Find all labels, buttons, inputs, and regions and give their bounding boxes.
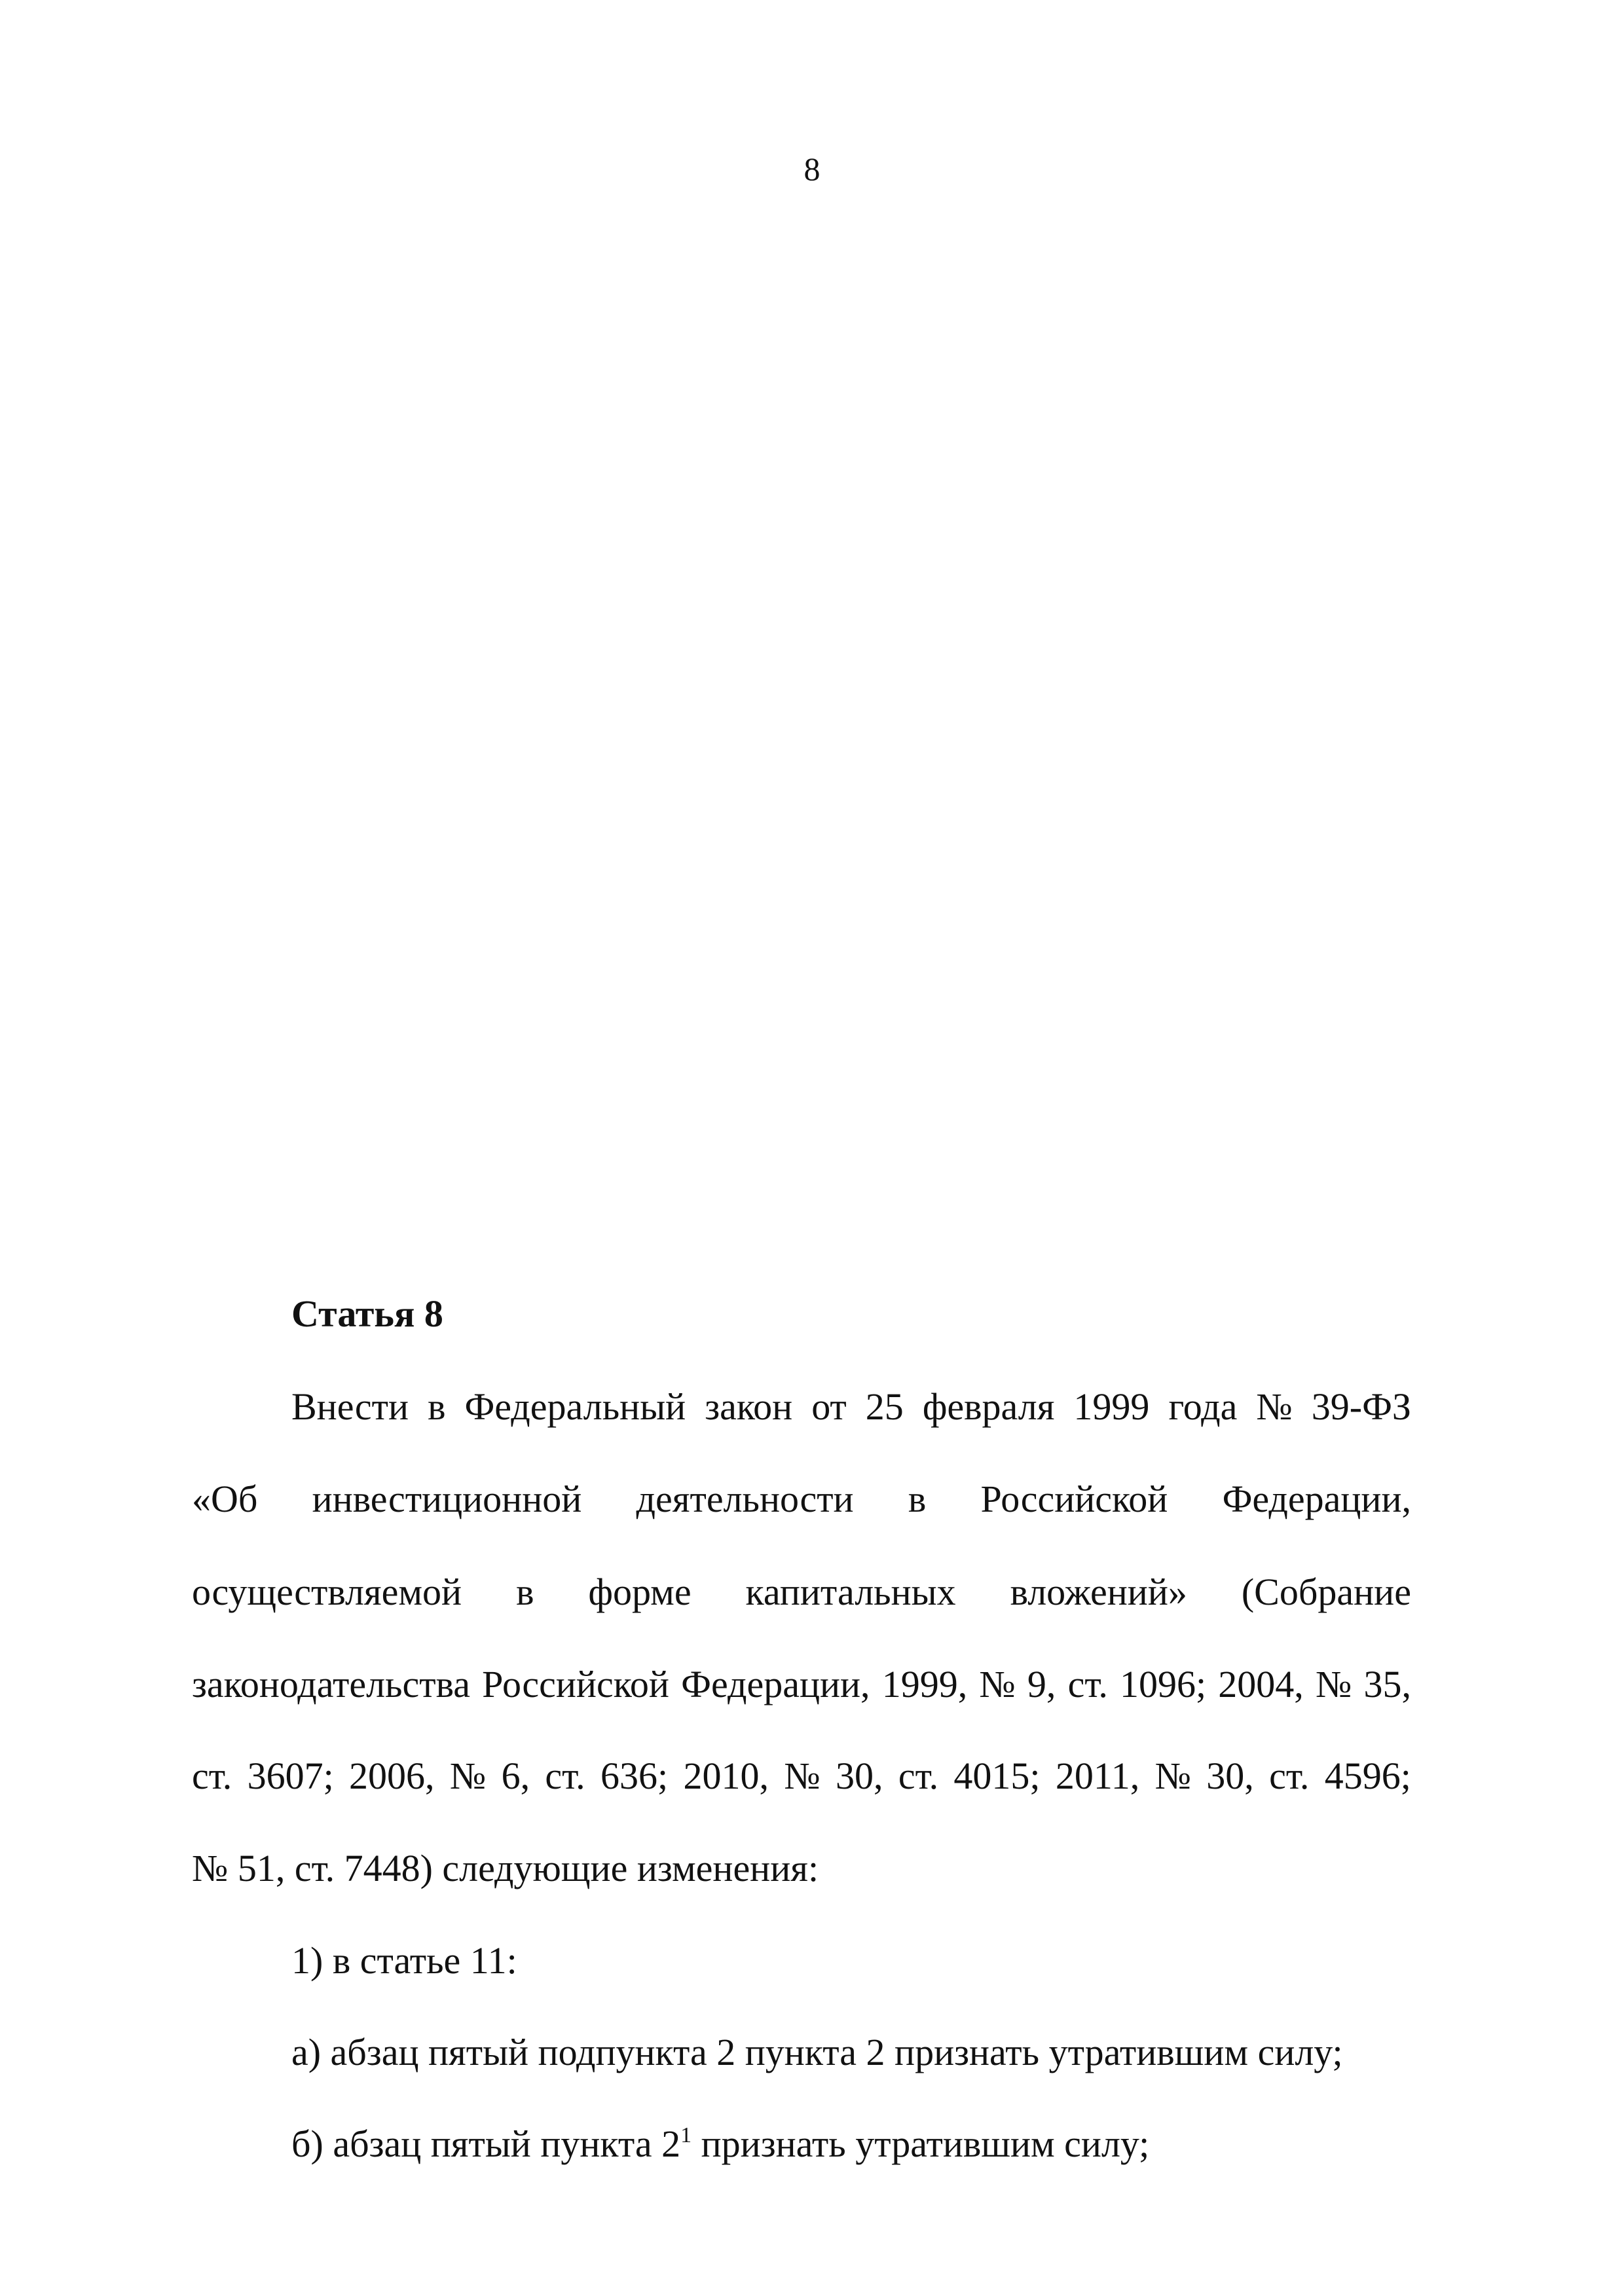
- paragraph-line-2: [192, 1476, 1411, 1522]
- list-item-b: [291, 2121, 1411, 2167]
- word: №: [1315, 1663, 1352, 1705]
- word: инвестиционной: [312, 1478, 582, 1520]
- word: ст.: [192, 1755, 232, 1797]
- word: 39-ФЗ: [1311, 1385, 1411, 1428]
- list-item-b-suffix: признать утратившим силу;: [692, 2123, 1150, 2165]
- word: 1999,: [881, 1663, 968, 1705]
- word: февраля: [922, 1385, 1055, 1428]
- list-item-b-prefix: б) абзац пятый пункта 2: [291, 2123, 681, 2165]
- word: №: [979, 1663, 1016, 1705]
- word: от: [811, 1385, 847, 1428]
- word: закон: [705, 1385, 793, 1428]
- word: 2006,: [349, 1755, 435, 1797]
- word: №: [1154, 1755, 1191, 1797]
- word: 2004,: [1218, 1663, 1304, 1705]
- word: в: [908, 1478, 927, 1520]
- word: года: [1168, 1385, 1238, 1428]
- word: 3607;: [247, 1755, 334, 1797]
- word: №: [449, 1755, 487, 1797]
- paragraph-line-3: [192, 1569, 1411, 1615]
- word: 4596;: [1324, 1755, 1411, 1797]
- word: 2010,: [683, 1755, 769, 1797]
- word: Внести: [291, 1385, 409, 1428]
- word: 25: [865, 1385, 904, 1428]
- word: Федеральный: [464, 1385, 686, 1428]
- word: Российской: [482, 1663, 669, 1705]
- word: ст.: [545, 1755, 585, 1797]
- word: деятельности: [636, 1478, 854, 1520]
- word: в: [428, 1385, 446, 1428]
- list-item-1: 1) в статье 11:: [291, 1939, 517, 1982]
- list-item-b-superscript: 1: [680, 2123, 692, 2147]
- word: 30,: [836, 1755, 883, 1797]
- list-item-a: а) абзац пятый подпункта 2 пункта 2 признать утратившим силу;: [291, 2031, 1343, 2073]
- word: 35,: [1363, 1663, 1411, 1705]
- word: ст.: [898, 1755, 939, 1797]
- word: ст.: [1067, 1663, 1108, 1705]
- word: законодательства: [192, 1663, 470, 1705]
- page-number: 8: [803, 151, 821, 187]
- word: 2011,: [1055, 1755, 1140, 1797]
- word: форме: [588, 1571, 692, 1613]
- word: Российской: [980, 1478, 1168, 1520]
- paragraph-line-1: [291, 1384, 1411, 1430]
- word: (Собрание: [1241, 1571, 1411, 1613]
- paragraph-line-6: № 51, ст. 7448) следующие изменения:: [192, 1847, 819, 1889]
- paragraph-line-5: [192, 1753, 1411, 1799]
- word: «Об: [192, 1478, 258, 1520]
- word: №: [784, 1755, 821, 1797]
- word: осуществляемой: [192, 1571, 462, 1613]
- word: 636;: [600, 1755, 669, 1797]
- paragraph-line-4: [192, 1662, 1411, 1707]
- word: в: [516, 1571, 534, 1613]
- word: 9,: [1027, 1663, 1056, 1705]
- word: 4015;: [953, 1755, 1041, 1797]
- word: Федерации,: [1222, 1478, 1411, 1520]
- word: капитальных: [745, 1571, 956, 1613]
- word: №: [1256, 1385, 1293, 1428]
- article-heading: Статья 8: [291, 1292, 443, 1335]
- word: 1999: [1073, 1385, 1150, 1428]
- word: 30,: [1206, 1755, 1254, 1797]
- word: вложений»: [1010, 1571, 1187, 1613]
- word: 1096;: [1120, 1663, 1207, 1705]
- word: 6,: [501, 1755, 530, 1797]
- word: ст.: [1269, 1755, 1310, 1797]
- word: Федерации,: [681, 1663, 870, 1705]
